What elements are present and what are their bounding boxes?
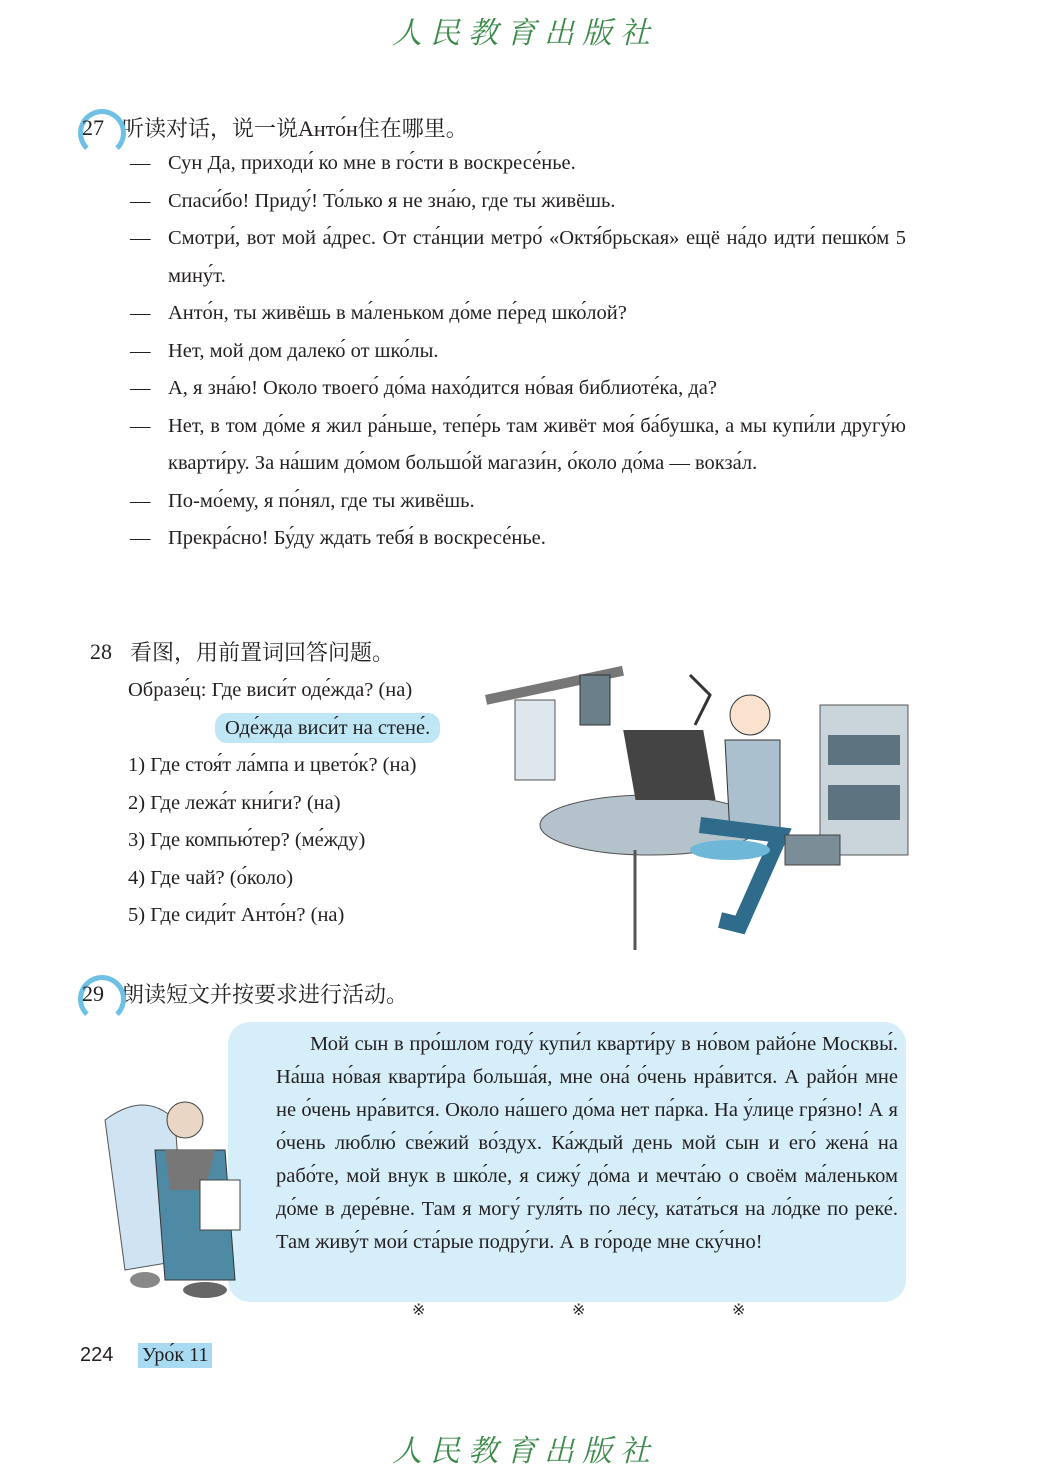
- line-text: Прекра́сно! Бу́ду ждать тебя́ в воскресе́нье.: [168, 527, 546, 549]
- separator: ※: [732, 1302, 746, 1319]
- page-number: 224: [80, 1344, 114, 1366]
- dialogue-line: [130, 520, 906, 558]
- dash: —: [130, 527, 151, 549]
- dialogue: [130, 145, 906, 558]
- dash: —: [130, 339, 151, 362]
- separator: ※: [412, 1302, 426, 1319]
- room-illustration: [480, 655, 910, 955]
- reading-text: Мой сын в про́шлом году́ купи́л кварти́ру в но́вом райо́не Москвы́. На́ша но́вая кварти́ра больша́я, мне она́ о́чень нра́вится. А райо́н мне не о́чень нра́вится. Около на́шего до́ма нет па́рка. На у́лице гря́зно! А я о́чень люблю́ све́жий во́здух. Ка́ждый день мой сын и его́ жена́ на рабо́те, мой внук в шко́ле, я сижу́ до́ма и мечта́ю о своём ма́леньком до́ме в дере́вне. Там я могу́ гуля́ть по ле́су, ката́ться на ло́дке по реке́. Там живу́т мои́ ста́рые подру́ги. А в го́роде мне ску́чно!: [276, 1033, 898, 1253]
- exercise-29-title: 朗读短文并按要求进行活动。: [122, 982, 409, 1007]
- publisher-logo-footer: 人民教育出版社: [392, 1434, 658, 1469]
- dash: —: [130, 302, 151, 324]
- grandmother-illustration: [85, 1080, 255, 1300]
- line-text: Нет, в том до́ме я жил ра́ньше, тепе́рь там живёт моя́ ба́бушка, а мы купи́ли другу́ю кварти́ру. За на́шим до́мом большо́й магази́н, о́коло до́ма — вокза́л.: [168, 414, 906, 474]
- question: 3) Где компью́тер? (ме́жду): [128, 829, 366, 851]
- exercise-28-header: [90, 636, 394, 667]
- question: 1) Где стоя́т ла́мпа и цвето́к? (на): [128, 754, 417, 776]
- line-text: Сун Да, приходи́ ко мне в го́сти в воскресе́нье.: [168, 152, 576, 174]
- dialogue-line: [130, 295, 906, 333]
- exercise-27-title: 听读对话，说一说Анто́н住在哪里。: [122, 116, 468, 141]
- line-text: Нет, мой дом далеко́ от шко́лы.: [168, 339, 439, 362]
- audio-icon: 27: [82, 115, 122, 141]
- dialogue-line: [130, 370, 906, 408]
- dash: —: [130, 489, 151, 512]
- question: 5) Где сиди́т Анто́н? (на): [128, 904, 345, 926]
- dash: —: [130, 414, 151, 437]
- line-text: Спаси́бо! Приду́! То́лько я не зна́ю, где ты живёшь.: [168, 189, 616, 212]
- publisher-logo: 人民教育出版社: [392, 16, 658, 51]
- dash: —: [130, 377, 151, 399]
- exercise-27-header: [82, 112, 468, 143]
- dialogue-line: [130, 220, 906, 295]
- line-text: Анто́н, ты живёшь в ма́леньком до́ме пе́ред шко́лой?: [168, 302, 627, 324]
- exercise-29-header: [82, 978, 408, 1009]
- dialogue-line: [130, 183, 906, 221]
- lesson-label: Уро́к 11: [138, 1343, 212, 1368]
- dash: —: [130, 152, 151, 174]
- line-text: Смотри́, вот мой а́дрес. От ста́нции метро́ «Октя́брьская» ещё на́до идти́ пешко́м 5 мину́т.: [168, 227, 906, 287]
- dialogue-line: [130, 145, 906, 183]
- separator: ※: [572, 1302, 586, 1319]
- audio-icon: 29: [82, 981, 122, 1007]
- sample-answer: Оде́жда виси́т на стене́.: [215, 713, 440, 743]
- exercise-number: 28: [90, 638, 112, 664]
- dialogue-line: [130, 333, 906, 371]
- line-text: По-мо́ему, я по́нял, где ты живёшь.: [168, 489, 475, 512]
- dash: —: [130, 227, 151, 249]
- dash: —: [130, 189, 151, 212]
- dialogue-line: [130, 483, 906, 521]
- question-list: [128, 747, 416, 935]
- dialogue-line: [130, 408, 906, 483]
- line-text: А, я зна́ю! Около твоего́ до́ма нахо́дится но́вая библиоте́ка, да?: [168, 377, 717, 399]
- sample-question: Образе́ц: Где виси́т оде́жда? (на): [128, 679, 413, 701]
- exercise-28-title: 看图，用前置词回答问题。: [130, 640, 395, 665]
- question: 2) Где лежа́т кни́ги? (на): [128, 791, 341, 814]
- question: 4) Где чай? (о́коло): [128, 866, 294, 889]
